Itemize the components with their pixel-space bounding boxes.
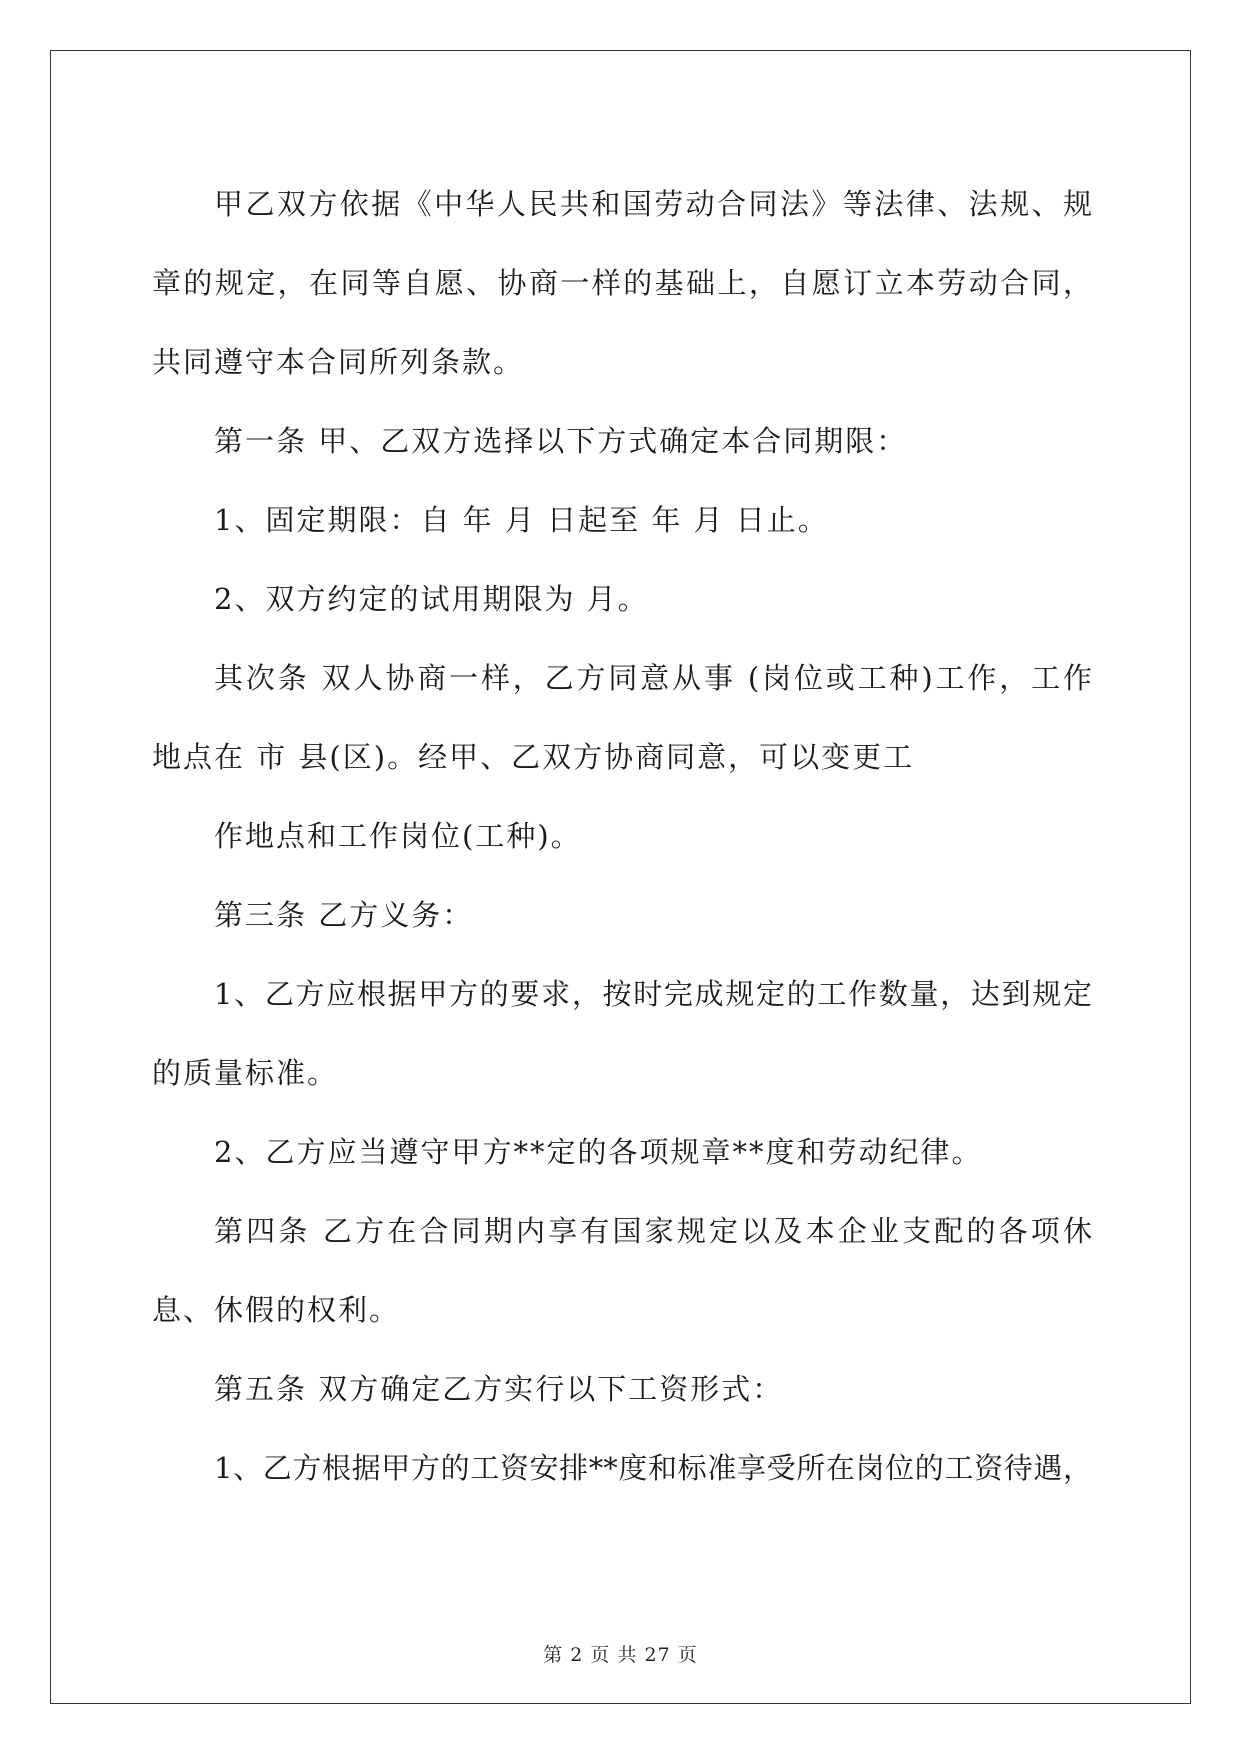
page-number-footer: 第 2 页 共 27 页 [543, 1644, 698, 1666]
article-heading: 第四条 乙方在合同期内享有国家规定以及本企业支配的各项休 [214, 1214, 1092, 1248]
paragraph-line: 甲乙双方依据《中华人民共和国劳动合同法》等法律、法规、规 [214, 187, 1092, 221]
paragraph-line: 1、固定期限：自 年 月 日起至 年 月 日止。 [214, 503, 829, 537]
paragraph-line: 作地点和工作岗位(工种)。 [214, 819, 582, 853]
article-heading: 第一条 甲、乙双方选择以下方式确定本合同期限： [214, 424, 908, 458]
paragraph-line: 2、双方约定的试用期限为 月。 [214, 582, 649, 616]
article-heading: 第五条 双方确定乙方实行以下工资形式： [214, 1372, 784, 1406]
paragraph-line: 共同遵守本合同所列条款。 [152, 345, 525, 379]
paragraph-line: 1、乙方根据甲方的工资安排**度和标准享受所在岗位的工资待遇， [214, 1451, 1092, 1485]
paragraph-line: 息、休假的权利。 [152, 1293, 401, 1327]
document-body [152, 165, 1092, 1508]
article-heading: 第三条 乙方义务： [214, 898, 474, 932]
paragraph-line: 2、乙方应当遵守甲方**定的各项规章**度和劳动纪律。 [214, 1135, 983, 1169]
paragraph-line: 章的规定，在同等自愿、协商一样的基础上，自愿订立本劳动合同， [152, 266, 1092, 300]
paragraph-line: 1、乙方应根据甲方的要求，按时完成规定的工作数量，达到规定 [214, 977, 1092, 1011]
paragraph-line: 的质量标准。 [152, 1056, 339, 1090]
article-heading: 其次条 双人协商一样，乙方同意从事 (岗位或工种)工作，工作 [214, 661, 1092, 695]
paragraph-line: 地点在 市 县(区)。经甲、乙双方协商同意，可以变更工 [152, 740, 915, 774]
